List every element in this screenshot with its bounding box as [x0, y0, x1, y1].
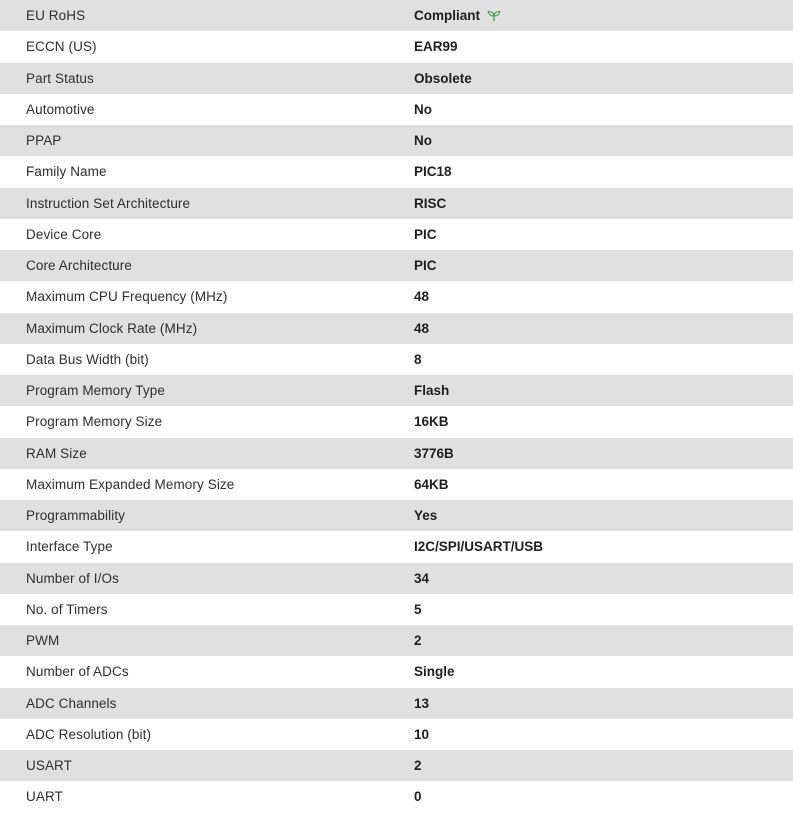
spec-label: Program Memory Type — [26, 383, 165, 399]
spec-value: PIC — [414, 258, 437, 274]
spec-value: No — [414, 101, 432, 117]
spec-label: No. of Timers — [26, 601, 108, 617]
spec-value: 5 — [414, 601, 422, 617]
spec-row-eccn — [0, 31, 793, 62]
spec-label: USART — [26, 758, 73, 774]
spec-value: Obsolete — [414, 70, 472, 86]
spec-value: RISC — [414, 195, 447, 211]
spec-row-core-architecture — [0, 250, 793, 281]
spec-row-eu-rohs — [0, 0, 793, 31]
spec-label: Maximum Clock Rate (MHz) — [26, 320, 198, 336]
spec-label: Programmability — [26, 508, 126, 524]
spec-row-isa — [0, 188, 793, 219]
spec-label: Interface Type — [26, 539, 113, 555]
spec-row-interface-type — [0, 531, 793, 562]
spec-row-number-of-adcs — [0, 656, 793, 687]
spec-row-device-core — [0, 219, 793, 250]
spec-label: ADC Resolution (bit) — [26, 726, 152, 742]
spec-row-usart — [0, 750, 793, 781]
spec-value: 3776B — [414, 445, 454, 461]
leaf-icon — [487, 10, 501, 22]
spec-row-timers — [0, 594, 793, 625]
spec-row-max-clock-rate — [0, 313, 793, 344]
spec-row-programmability — [0, 500, 793, 531]
spec-value: 0 — [414, 789, 422, 805]
spec-row-part-status — [0, 63, 793, 94]
spec-label: Device Core — [26, 226, 102, 242]
spec-row-uart — [0, 781, 793, 812]
spec-row-adc-resolution — [0, 719, 793, 750]
spec-label: RAM Size — [26, 445, 87, 461]
spec-value: EAR99 — [414, 39, 458, 55]
spec-value: PIC — [414, 226, 437, 242]
spec-value: 34 — [414, 570, 430, 586]
spec-value: 2 — [414, 633, 422, 649]
spec-value: 16KB — [414, 414, 449, 430]
spec-label: Number of I/Os — [26, 570, 119, 586]
spec-row-number-of-ios — [0, 563, 793, 594]
spec-label: ADC Channels — [26, 695, 117, 711]
spec-label: PWM — [26, 633, 60, 649]
spec-value: No — [414, 133, 432, 149]
spec-row-max-cpu-frequency — [0, 281, 793, 312]
spec-label: Core Architecture — [26, 258, 132, 274]
spec-label: Program Memory Size — [26, 414, 163, 430]
spec-label: Maximum Expanded Memory Size — [26, 476, 235, 492]
spec-value: 2 — [414, 758, 422, 774]
spec-value: PIC18 — [414, 164, 452, 180]
spec-value: Compliant — [414, 8, 480, 24]
spec-label: Number of ADCs — [26, 664, 129, 680]
spec-row-ram-size — [0, 438, 793, 469]
spec-label: PPAP — [26, 133, 62, 149]
spec-row-pwm — [0, 625, 793, 656]
spec-row-ppap — [0, 125, 793, 156]
spec-value: Single — [414, 664, 455, 680]
spec-row-adc-channels — [0, 688, 793, 719]
spec-row-max-expanded-memory — [0, 469, 793, 500]
spec-label: UART — [26, 789, 63, 805]
spec-label: Maximum CPU Frequency (MHz) — [26, 289, 228, 305]
spec-value: 64KB — [414, 476, 449, 492]
spec-value: 48 — [414, 320, 430, 336]
spec-label: Instruction Set Architecture — [26, 195, 191, 211]
spec-label: EU RoHS — [26, 8, 86, 24]
spec-label: Part Status — [26, 70, 94, 86]
spec-label: Automotive — [26, 101, 95, 117]
spec-value: 48 — [414, 289, 430, 305]
spec-value-cell — [388, 8, 793, 23]
spec-value: 8 — [414, 351, 422, 367]
spec-value: 13 — [414, 695, 430, 711]
spec-row-program-memory-type — [0, 375, 793, 406]
spec-label: ECCN (US) — [26, 39, 97, 55]
spec-row-data-bus-width — [0, 344, 793, 375]
spec-value: Yes — [414, 508, 438, 524]
spec-value: Flash — [414, 383, 450, 399]
spec-label: Data Bus Width (bit) — [26, 351, 149, 367]
spec-label: Family Name — [26, 164, 107, 180]
spec-value: I2C/SPI/USART/USB — [414, 539, 544, 555]
spec-row-program-memory-size — [0, 406, 793, 437]
spec-row-family-name — [0, 156, 793, 187]
spec-value: 10 — [414, 726, 430, 742]
spec-row-automotive — [0, 94, 793, 125]
